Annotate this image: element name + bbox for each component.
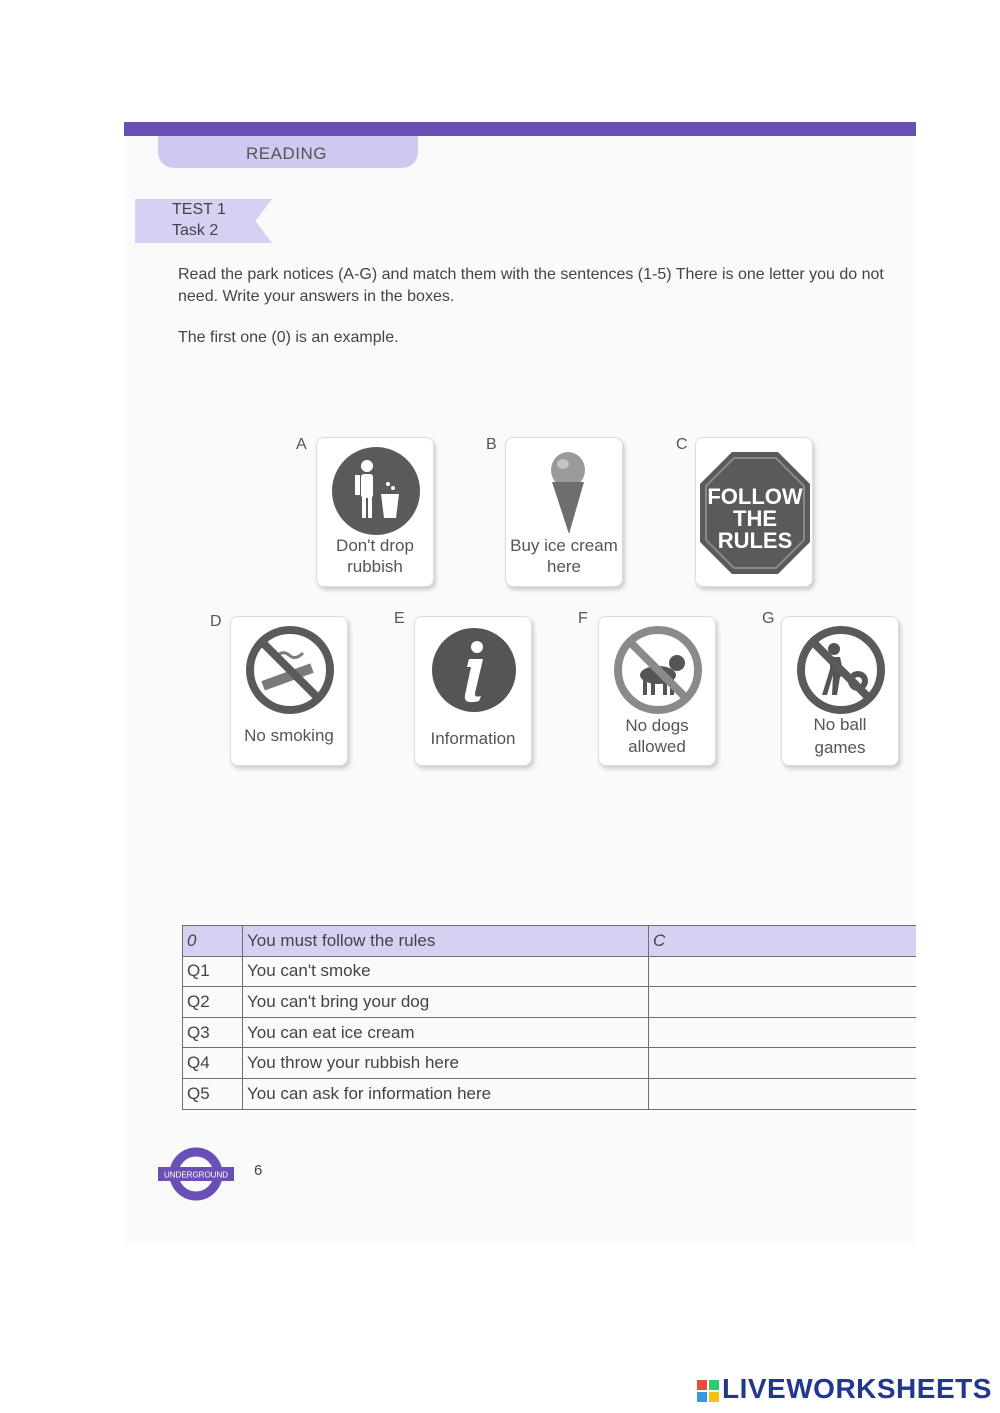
answer-box[interactable]: [649, 1048, 917, 1079]
notice-d: [230, 616, 348, 766]
row-number: Q4: [183, 1048, 243, 1079]
notice-letter-e: E: [394, 610, 405, 627]
answer-table: [182, 925, 916, 1110]
table-row: [183, 1078, 917, 1109]
notice-g-caption-2: games: [814, 738, 866, 757]
table-row: [183, 1048, 917, 1079]
row-number: Q5: [183, 1078, 243, 1109]
notice-letter-a: A: [296, 436, 307, 453]
table-row: [183, 1017, 917, 1048]
notice-e-caption-1: Information: [430, 729, 516, 748]
stop-sign-icon: [700, 452, 810, 582]
notice-g-caption-1: No ball: [813, 715, 867, 734]
liveworksheets-logo-icon: [697, 1378, 721, 1406]
notice-b: [505, 437, 623, 587]
header-bar: [124, 122, 916, 136]
row-number: 0: [183, 926, 243, 957]
notice-letter-g: G: [762, 610, 775, 627]
notice-b-caption-2: here: [546, 557, 582, 576]
section-title: READING: [246, 144, 327, 163]
litter-bin-icon: [331, 446, 421, 536]
notice-letter-f: F: [578, 610, 588, 627]
notice-d-caption-1: No smoking: [244, 726, 334, 745]
notice-letter-b: B: [486, 436, 497, 453]
row-sentence: You throw your rubbish here: [243, 1048, 649, 1079]
notice-c: [695, 437, 813, 587]
test-number: TEST 1: [172, 201, 226, 218]
row-number: Q3: [183, 1017, 243, 1048]
notice-e: [414, 616, 532, 766]
notice-f-caption-1: No dogs: [625, 716, 689, 735]
instructions: Read the park notices (A-G) and match them with the sentences (1-5) There is one letter you do not need. Write your answers in the boxes.: [178, 266, 884, 305]
row-sentence: You must follow the rules: [243, 926, 649, 957]
notice-a: [316, 437, 434, 587]
table-row: [183, 956, 917, 987]
sign-line-3: RULES: [717, 528, 793, 553]
row-sentence: You can't bring your dog: [243, 987, 649, 1018]
example-note: The first one (0) is an example.: [178, 329, 399, 346]
no-smoking-icon: [245, 625, 335, 715]
notice-letter-d: D: [210, 613, 222, 630]
information-icon: [429, 625, 519, 715]
watermark-text: LIVEWORKSHEETS: [722, 1373, 992, 1404]
page-number: 6: [254, 1162, 263, 1179]
answer-box[interactable]: [649, 956, 917, 987]
table-row: [183, 987, 917, 1018]
notice-a-caption-1: Don't drop: [336, 536, 414, 555]
answer-box[interactable]: [649, 987, 917, 1018]
logo-text: UNDERGROUND: [164, 1170, 228, 1180]
table-row: [183, 926, 917, 957]
row-sentence: You can't smoke: [243, 956, 649, 987]
notice-f: [598, 616, 716, 766]
notice-f-caption-2: allowed: [628, 737, 686, 756]
sign-line-2: THE: [733, 506, 777, 531]
task-number: Task 2: [172, 222, 219, 239]
answer-box[interactable]: [649, 1078, 917, 1109]
sign-line-1: FOLLOW: [707, 484, 803, 509]
ice-cream-icon: [520, 446, 610, 536]
notice-b-caption-1: Buy ice cream: [510, 536, 618, 555]
row-sentence: You can eat ice cream: [243, 1017, 649, 1048]
answer-box[interactable]: [649, 1017, 917, 1048]
notice-letter-c: C: [676, 436, 688, 453]
underground-logo: [158, 1146, 234, 1202]
notice-g: [781, 616, 899, 766]
row-number: Q2: [183, 987, 243, 1018]
section-tab: [158, 136, 418, 168]
row-number: Q1: [183, 956, 243, 987]
notice-a-caption-2: rubbish: [347, 557, 403, 576]
no-dogs-icon: [613, 625, 703, 715]
no-ball-games-icon: [796, 625, 886, 715]
row-sentence: You can ask for information here: [243, 1078, 649, 1109]
answer-box: C: [649, 926, 917, 957]
